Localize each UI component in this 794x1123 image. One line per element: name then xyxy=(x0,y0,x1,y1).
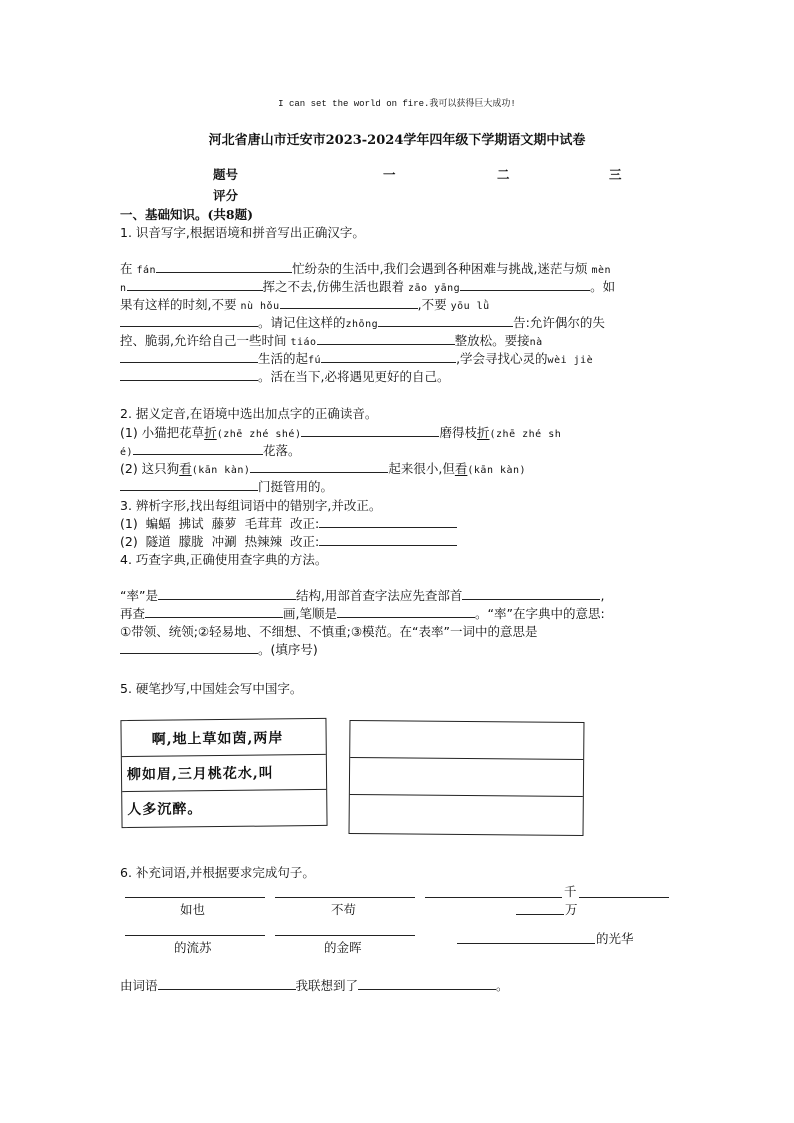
q4-blank-1[interactable] xyxy=(158,587,296,600)
q5-prompt: 5. 硬笔抄写,中国娃会写中国字。 xyxy=(120,681,303,696)
q2-item-1-cont: é) 花落。 xyxy=(120,443,301,458)
score-table-col-3: 三 xyxy=(609,167,622,182)
q3-row-2: (2) 隧道 朦胧 冲涮 热辣辣 改正: xyxy=(120,533,457,551)
q1-blank-6[interactable] xyxy=(378,314,513,327)
q2-item-1: (1) 小猫把花草折(zhē zhé shé) 磨得枝折(zhē zhé sh xyxy=(120,425,562,440)
copy-sample-row-1: 啊,地上草如茵,两岸 xyxy=(151,730,284,748)
page-motto: I can set the world on fire.我可以获得巨大成功! xyxy=(278,99,516,109)
q6-word-ruye: 如也 xyxy=(180,902,206,917)
q1-blank-2[interactable] xyxy=(127,278,263,291)
q1-blank-8[interactable] xyxy=(120,350,258,363)
q3-blank-2[interactable] xyxy=(319,533,457,546)
q4-prompt: 4. 巧查字典,正确使用查字典的方法。 xyxy=(120,552,328,567)
q1-blank-1[interactable] xyxy=(156,260,292,273)
copy-sample-row-3: 人多沉醉。 xyxy=(127,801,203,819)
q4-blank-2[interactable] xyxy=(462,587,600,600)
q1-line-6: 生活的起fú ,学会寻找心灵的wèi jiè xyxy=(120,350,593,370)
q1-line-1: 在 fán 忙纷杂的生活中,我们会遇到各种困难与挑战,迷茫与烦 mèn xyxy=(120,261,612,276)
q1-blank-9[interactable] xyxy=(321,350,456,363)
q6-word-wan: 万 xyxy=(565,902,578,917)
copy-sample-box xyxy=(120,718,327,828)
q4-line-3: ①带领、统领;②轻易地、不细想、不慎重;③模范。在“表率”一词中的意思是 xyxy=(120,624,538,639)
q6-blank-1[interactable] xyxy=(125,897,265,898)
q1-blank-4[interactable] xyxy=(280,296,418,309)
copy-sample-row-2: 柳如眉,三月桃花水,叫 xyxy=(126,765,274,784)
q1-blank-5[interactable] xyxy=(120,314,258,327)
section-1-heading: 一、基础知识。(共8题) xyxy=(120,207,254,222)
q3-row-1: (1) 蝙蝠 拂试 藤萝 毛茸茸 改正: xyxy=(120,515,457,533)
q3-prompt: 3. 辨析字形,找出每组词语中的错别字,并改正。 xyxy=(120,498,382,513)
q4-blank-3[interactable] xyxy=(145,605,283,618)
q6-final-sentence: 由词语 我联想到了 。 xyxy=(120,978,509,993)
q1-prompt: 1. 识音写字,根据语境和拼音写出正确汉字。 xyxy=(120,225,365,240)
score-table-row2-label: 评分 xyxy=(213,188,239,203)
q4-blank-5[interactable] xyxy=(120,641,258,654)
score-table-row1-label: 题号 xyxy=(213,167,239,182)
q4-line-2: 再查 画,笔顺是 。“率”在字典中的意思: xyxy=(120,606,605,621)
q4-line-4: 。(填序号) xyxy=(120,641,318,659)
q2-item-2: (2) 这只狗看(kān kàn) 起来很小,但看(kān kàn) xyxy=(120,461,527,476)
q1-line-4: 。请记住这样的zhōng 告:允许偶尔的失 xyxy=(120,314,605,334)
q1-blank-7[interactable] xyxy=(317,332,455,345)
q6-word-liusu: 的流苏 xyxy=(174,940,212,955)
score-table-col-2: 二 xyxy=(497,167,510,182)
q1-blank-3[interactable] xyxy=(460,278,590,291)
q6-word-guanghua: 的光华 xyxy=(596,931,634,946)
q1-line-2: n 挥之不去,仿佛生活也跟着 zāo yāng 。如 xyxy=(120,279,616,294)
q2-blank-4[interactable] xyxy=(120,478,258,491)
q1-line-3: 果有这样的时刻,不要 nù hǒu ,不要 yōu lǜ xyxy=(120,297,490,312)
q6-word-qian: 千 xyxy=(564,884,577,899)
q3-blank-1[interactable] xyxy=(319,515,457,528)
q6-blank-4[interactable] xyxy=(125,935,265,936)
q2-prompt: 2. 据义定音,在语境中选出加点字的正确读音。 xyxy=(120,406,378,421)
q6-blank-3a[interactable] xyxy=(425,897,562,898)
q6-word-jinhui: 的金晖 xyxy=(324,940,362,955)
q2-item-2-cont: 门挺管用的。 xyxy=(120,478,333,496)
exam-title: 河北省唐山市迁安市2023-2024学年四年级下学期语文期中试卷 xyxy=(208,133,586,148)
q1-blank-10[interactable] xyxy=(120,368,258,381)
q6-blank-2[interactable] xyxy=(275,897,415,898)
q6-blank-5[interactable] xyxy=(275,935,415,936)
q2-blank-1[interactable] xyxy=(301,424,439,437)
q1-line-5: 控、脆弱,允许给自己一些时间 tiáo 整放松。要接nà xyxy=(120,333,543,348)
q6-blank-3b[interactable] xyxy=(579,897,669,898)
q6-blank-3c[interactable] xyxy=(516,914,564,915)
q6-prompt: 6. 补充词语,并根据要求完成句子。 xyxy=(120,865,315,880)
q4-blank-4[interactable] xyxy=(337,605,475,618)
q2-blank-3[interactable] xyxy=(250,460,388,473)
q6-blank-8[interactable] xyxy=(358,977,496,990)
q6-blank-7[interactable] xyxy=(158,977,296,990)
q6-word-bugou: 不苟 xyxy=(331,902,357,917)
copy-writing-box[interactable] xyxy=(349,720,585,836)
score-table-col-1: 一 xyxy=(383,167,396,182)
q2-blank-2[interactable] xyxy=(133,442,263,455)
q6-blank-6[interactable] xyxy=(457,943,595,944)
q4-line-1: “率”是 结构,用部首查字法应先查部首 , xyxy=(120,588,605,603)
q1-line-7: 。活在当下,必将遇见更好的自己。 xyxy=(120,368,449,386)
